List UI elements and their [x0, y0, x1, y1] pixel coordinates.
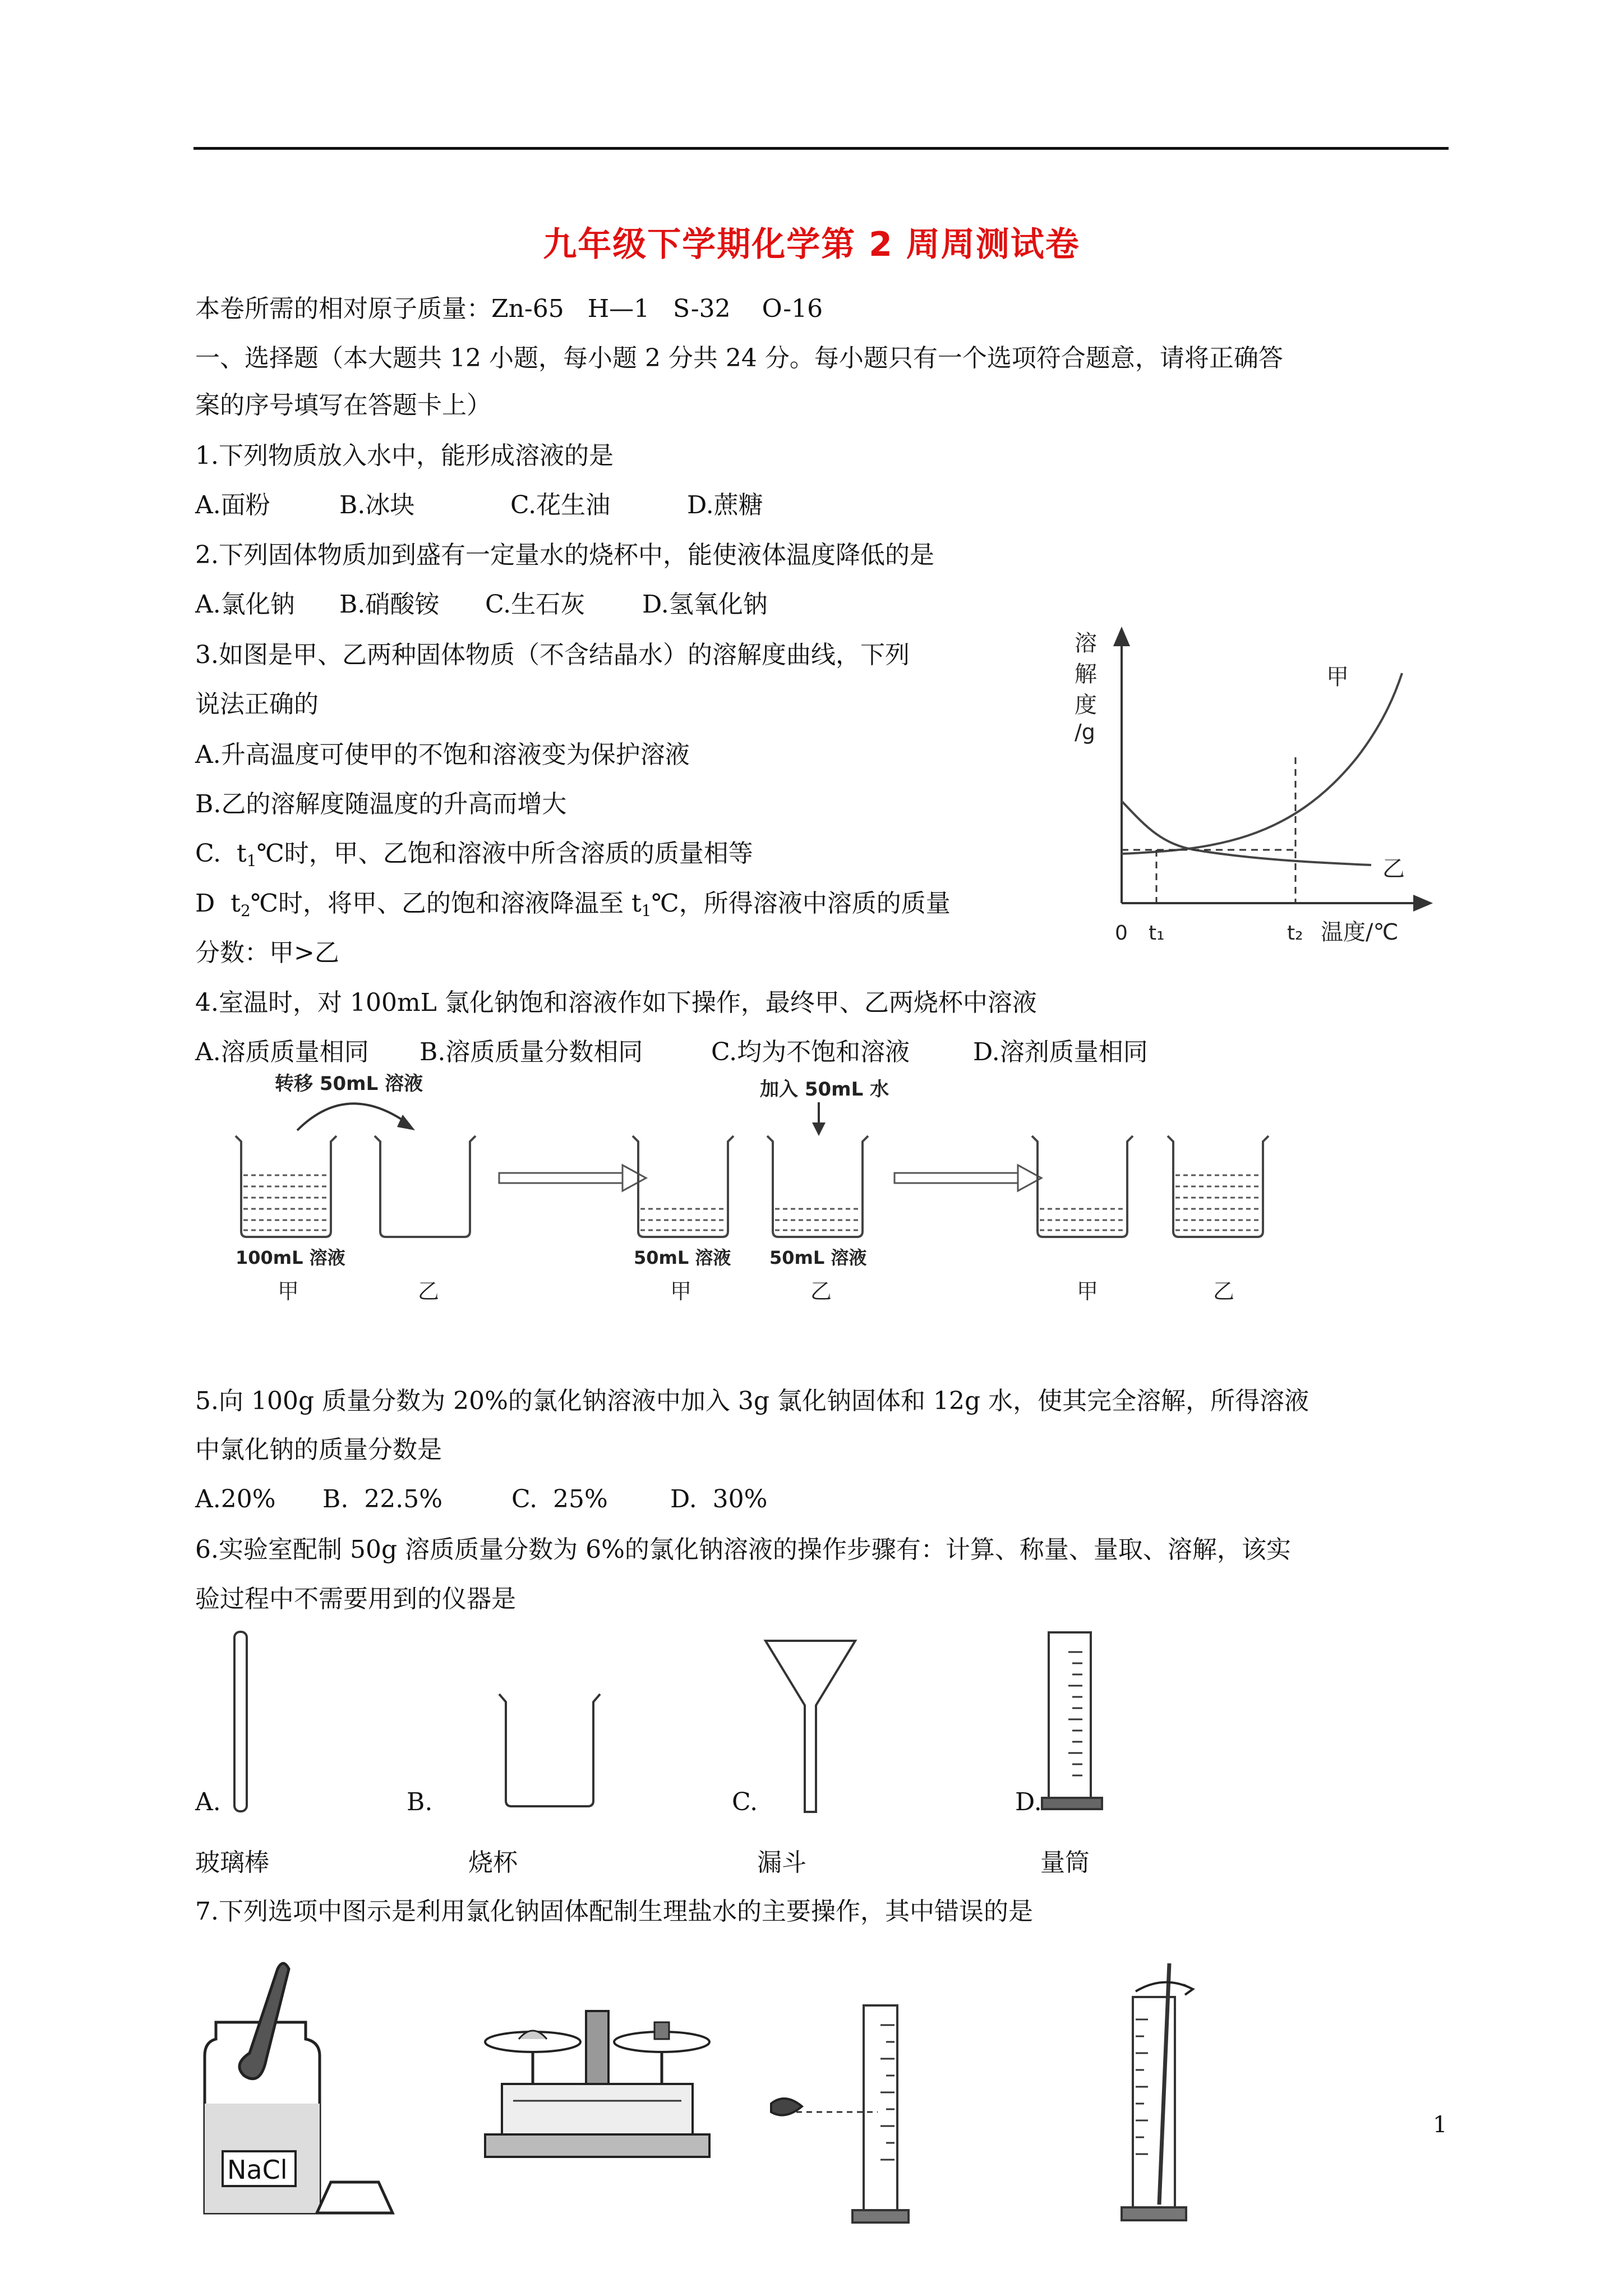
q2-stem: 2.下列固体物质加到盛有一定量水的烧杯中，能使液体温度降低的是: [195, 541, 934, 569]
balance-figure: [479, 1989, 715, 2179]
q6-name-d: 量筒: [1040, 1848, 1090, 1877]
q2-option-b: B.硝酸铵: [339, 590, 440, 619]
beaker-yi-empty: [375, 1136, 476, 1237]
label-50ml-yi: 50mL 溶液: [769, 1247, 867, 1268]
q6-name-a: 玻璃棒: [195, 1848, 269, 1877]
q4-option-a: A.溶质质量相同: [195, 1038, 369, 1066]
page-number: 1: [1433, 2112, 1447, 2138]
nacl-label: NaCl: [227, 2155, 288, 2185]
q6-letter-b: B.: [407, 1788, 433, 1816]
x-axis-label: 温度/℃: [1321, 919, 1399, 945]
stage1-jia: 甲: [278, 1279, 299, 1304]
q3-option-d-text3: ℃，所得溶液中溶质的质量: [651, 889, 951, 918]
rotation-arrow-icon: [1136, 1982, 1193, 1995]
beaker-jia-100ml: [236, 1136, 336, 1237]
process-arrow-1: [499, 1165, 646, 1191]
stage2-jia: 甲: [670, 1279, 692, 1304]
q6-letter-c: C.: [732, 1788, 758, 1816]
q1-stem: 1.下列物质放入水中，能形成溶液的是: [195, 441, 614, 470]
beaker-operation-figure: [224, 1069, 1301, 1315]
x-tick-t1: t₁: [1149, 922, 1165, 945]
q3-option-a: A.升高温度可使甲的不饱和溶液变为保护溶液: [195, 740, 690, 769]
nacl-bottle-figure: [199, 1958, 407, 2221]
x-axis-arrow: [1414, 896, 1430, 910]
q2-option-c: C.生石灰: [485, 590, 585, 619]
q4-option-c: C.均为不饱和溶液: [711, 1038, 910, 1066]
q3-option-d-line2: 分数：甲>乙: [195, 938, 339, 967]
stage3-yi: 乙: [1213, 1279, 1235, 1304]
subscript: 2: [240, 901, 251, 920]
q5-option-b: B. 22.5%: [322, 1485, 443, 1513]
beaker-figure: [494, 1688, 606, 1812]
beaker-jia-final: [1032, 1136, 1133, 1237]
q3-option-c: [195, 838, 753, 877]
q3-option-d-text2: ℃时，将甲、乙的饱和溶液降温至 t: [250, 889, 642, 918]
q6-name-b: 烧杯: [468, 1848, 518, 1877]
add-water-arrowhead: [812, 1122, 826, 1136]
add-water-label: 加入 50mL 水: [760, 1078, 889, 1101]
q7-stem: 7.下列选项中图示是利用氯化钠固体配制生理盐水的主要操作，其中错误的是: [195, 1897, 1033, 1926]
beaker-yi-final: [1168, 1136, 1269, 1237]
subscript: 1: [641, 901, 652, 920]
q6-name-c: 漏斗: [757, 1848, 806, 1877]
x-tick-t2: t₂: [1287, 922, 1303, 945]
stopper: [317, 2182, 393, 2213]
q3-option-d: [195, 888, 951, 927]
glass-rod-figure: [230, 1630, 252, 1815]
beaker-yi-50ml: [767, 1136, 868, 1237]
q4-option-b: B.溶质质量分数相同: [419, 1038, 643, 1066]
q1-option-d: D.蔗糖: [687, 491, 763, 519]
q1-option-c: C.花生油: [510, 491, 611, 519]
graduated-cylinder-figure: [1038, 1630, 1110, 1815]
y-axis-arrow: [1115, 629, 1128, 645]
q3-option-c-text: C. t: [195, 839, 247, 868]
q5-stem-line2: 中氯化钠的质量分数是: [195, 1435, 442, 1464]
label-100ml: 100mL 溶液: [236, 1247, 345, 1268]
q4-option-d: D.溶剂质量相同: [973, 1038, 1148, 1066]
y-label-unit: /g: [1075, 720, 1095, 744]
q6-letter-d: D.: [1015, 1788, 1042, 1816]
stage3-jia: 甲: [1077, 1279, 1099, 1304]
q3-stem-line2: 说法正确的: [195, 690, 319, 719]
y-label-char2: 解: [1075, 661, 1097, 687]
transfer-label: 转移 50mL 溶液: [275, 1073, 423, 1095]
series-yi-label: 乙: [1382, 856, 1405, 882]
funnel-figure: [763, 1638, 858, 1818]
series-yi-curve: [1122, 801, 1371, 865]
subscript: 1: [246, 852, 257, 870]
series-jia-curve: [1122, 673, 1402, 854]
q2-option-d: D.氢氧化钠: [642, 590, 768, 619]
y-label-char3: 度: [1075, 692, 1097, 718]
page-title: 九年级下学期化学第 2 周周测试卷: [543, 225, 1080, 264]
transfer-arrow: [297, 1103, 409, 1130]
stirring-rod: [1159, 1963, 1169, 2205]
y-label-char1: 溶: [1075, 631, 1097, 656]
q6-stem-line1: 6.实验室配制 50g 溶质质量分数为 6%的氯化钠溶液的操作步骤有：计算、称量、量取、溶解，该实: [195, 1535, 1291, 1564]
q1-option-b: B.冰块: [339, 491, 415, 519]
q3-option-c-text2: ℃时，甲、乙饱和溶液中所含溶质的质量相等: [256, 839, 753, 868]
q3-option-d-text: D t: [195, 889, 241, 918]
beaker-jia-50ml: [633, 1136, 734, 1237]
stage1-yi: 乙: [418, 1279, 440, 1304]
q6-stem-line2: 验过程中不需要用到的仪器是: [195, 1585, 516, 1613]
series-jia-label: 甲: [1326, 664, 1349, 690]
section-heading-line1: 一、选择题（本大题共 12 小题，每小题 2 分共 24 分。每小题只有一个选项符合题意，请将正确答: [195, 344, 1283, 372]
origin-label: 0: [1115, 922, 1128, 945]
q2-option-a: A.氯化钠: [195, 590, 295, 619]
q6-letter-a: A.: [195, 1788, 221, 1816]
stir-cylinder-figure: [1113, 1958, 1225, 2227]
header-rule: [193, 147, 1449, 150]
stage2-yi: 乙: [810, 1279, 832, 1304]
label-50ml-jia: 50mL 溶液: [634, 1247, 731, 1268]
q3-option-b: B.乙的溶解度随温度的升高而增大: [195, 790, 567, 818]
read-cylinder-figure: [768, 2003, 937, 2227]
q5-option-d: D. 30%: [670, 1485, 768, 1513]
solubility-chart: [1066, 623, 1447, 954]
q5-option-a: A.20%: [195, 1485, 276, 1513]
q5-option-c: C. 25%: [511, 1485, 608, 1513]
section-heading-line2: 案的序号填写在答题卡上）: [195, 391, 491, 420]
q5-stem-line1: 5.向 100g 质量分数为 20%的氯化钠溶液中加入 3g 氯化钠固体和 12g 水，使其完全溶解，所得溶液: [195, 1387, 1310, 1415]
atomic-mass-line: 本卷所需的相对原子质量：Zn-65 H—1 S-32 O-16: [195, 295, 823, 323]
q4-stem: 4.室温时，对 100mL 氯化钠饱和溶液作如下操作，最终甲、乙两烧杯中溶液: [195, 988, 1037, 1017]
q1-option-a: A.面粉: [195, 491, 270, 519]
process-arrow-2: [895, 1165, 1041, 1191]
q3-stem-line1: 3.如图是甲、乙两种固体物质（不含结晶水）的溶解度曲线，下列: [195, 641, 910, 669]
